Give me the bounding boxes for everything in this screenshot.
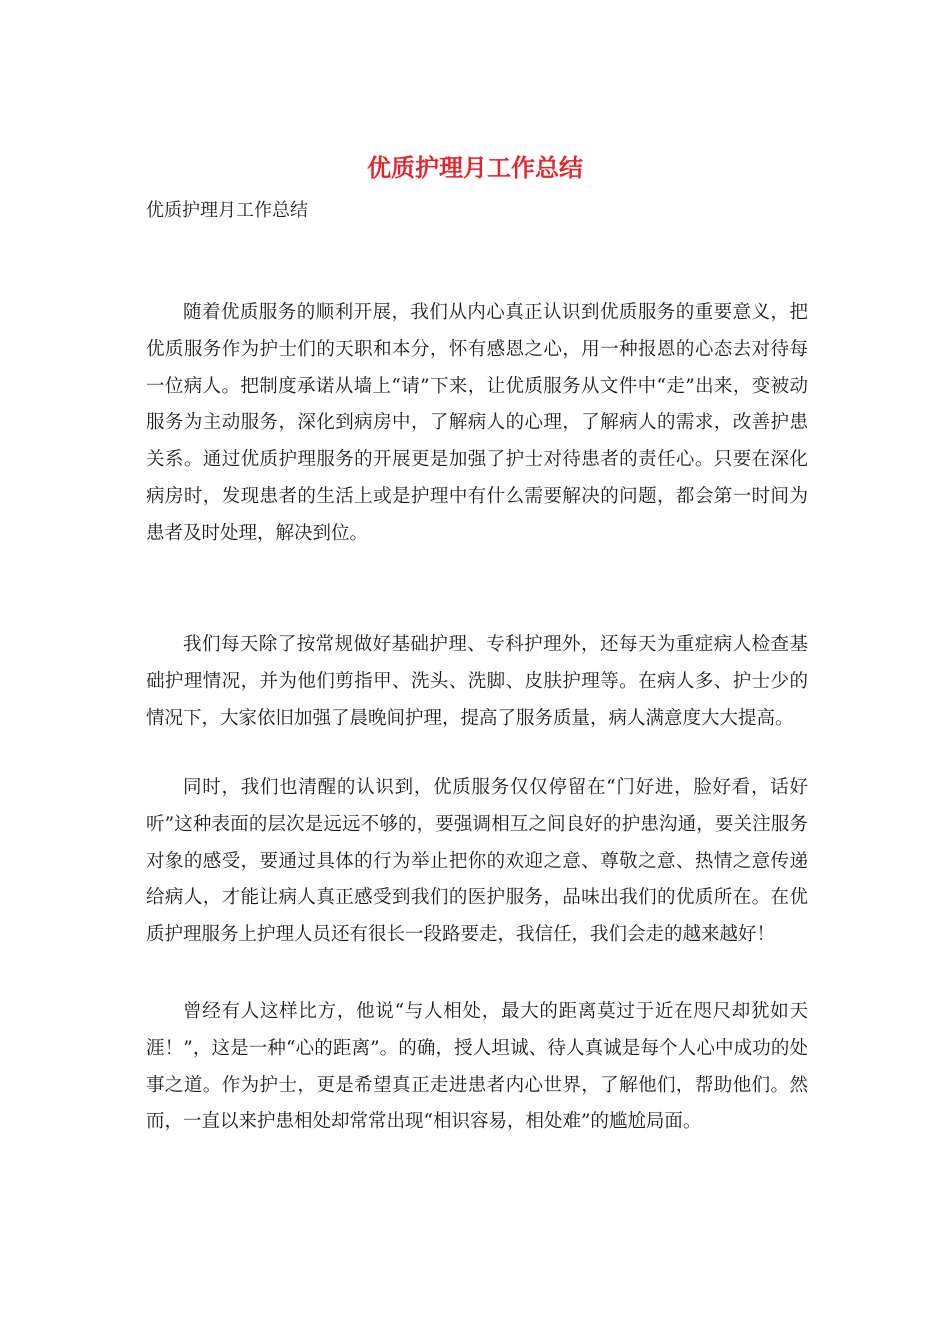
paragraph-4: 曾经有人这样比方，他说“与人相处，最大的距离莫过于近在咫尺却犹如天涯！”，这是一种“心的距离”。的确，授人坦诚、待人真诚是每个人心中成功的处事之道。作为护士，更是希望真正走进患者内心世界，了解他们，帮助他们。然而，一直以来护患相处却常常出现“相识容易，相处难”的尴尬局面。 bbox=[146, 1001, 808, 1133]
document-title: 优质护理月工作总结 bbox=[367, 153, 583, 182]
paragraph-3: 同时，我们也清醒的认识到，优质服务仅仅停留在“门好进，脸好看，话好听”这种表面的层次是远远不够的，要强调相互之间良好的护患沟通，要关注服务对象的感受，要通过具体的行为举止把你的欢迎之意、尊敬之意、热情之意传递给病人，才能让病人真正感受到我们的医护服务，品味出我们的优质所在。在优质护理服务上护理人员还有很长一段路要走，我信任，我们会走的越来越好！ bbox=[146, 777, 808, 946]
paragraph-1: 随着优质服务的顺利开展，我们从内心真正认识到优质服务的重要意义，把优质服务作为护士们的天职和本分，怀有感恩之心，用一种报恩的心态去对待每一位病人。把制度承诺从墙上“请”下来，让优质服务从文件中“走”出来，变被动服务为主动服务，深化到病房中，了解病人的心理，了解病人的需求，改善护患关系。通过优质护理服务的开展更是加强了护士对待患者的责任心。只要在深化病房时，发现患者的生活上或是护理中有什么需要解决的问题，都会第一时间为患者及时处理，解决到位。 bbox=[146, 302, 808, 544]
document-subtitle: 优质护理月工作总结 bbox=[146, 200, 308, 221]
paragraph-2: 我们每天除了按常规做好基础护理、专科护理外，还每天为重症病人检查基础护理情况，并为他们剪指甲、洗头、洗脚、皮肤护理等。在病人多、护士少的情况下，大家依旧加强了晨晚间护理，提高了服务质量，病人满意度大大提高。 bbox=[146, 634, 808, 729]
